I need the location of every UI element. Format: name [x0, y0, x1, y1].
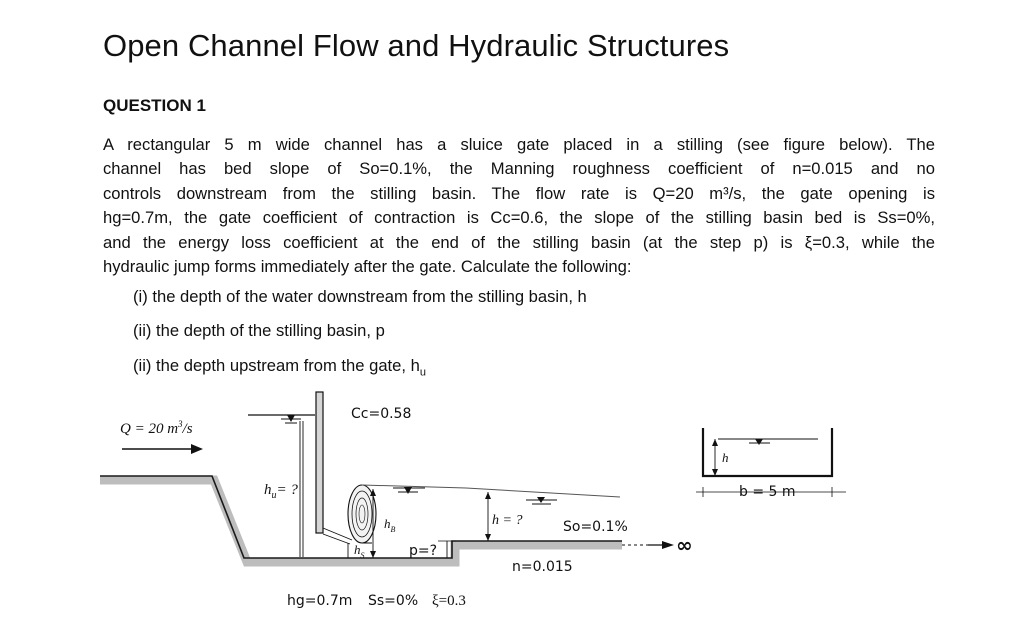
statement-line: controls downstream from the stilling basin. The flow rate is Q=20 m³/s, the gate opening is	[103, 183, 935, 203]
item-text: (ii) the depth upstream from the gate, h	[133, 356, 420, 375]
flow-rate-text: Q = 20 m	[120, 421, 179, 437]
hu-sub: u	[271, 490, 277, 501]
hs-sub: S	[360, 551, 365, 560]
slope-label: So=0.1%	[563, 519, 628, 535]
item-subscript: u	[419, 366, 426, 379]
section-width-label: b = 5 m	[739, 484, 796, 500]
arrow-to-infinity-icon	[662, 541, 674, 549]
section-depth-label: h	[722, 450, 729, 465]
hb-label	[384, 516, 396, 534]
hu-text: h	[264, 482, 272, 498]
hu-label	[264, 482, 298, 501]
flow-rate-label	[120, 419, 193, 437]
hu-eq: = ?	[276, 482, 298, 498]
statement-line: and the energy loss coefficient at the end of the stilling basin (at the step p) is ξ=0.3, while the	[103, 232, 935, 252]
statement-line: hydraulic jump forms immediately after the gate. Calculate the following:	[103, 257, 632, 277]
loss-coefficient-label: ξ=0.3	[432, 593, 466, 609]
sluice-gate	[316, 392, 323, 533]
statement-line: hg=0.7m, the gate coefficient of contraction is Cc=0.6, the slope of the stilling basin bed is Ss=0%,	[103, 208, 935, 228]
infinity-label: ∞	[676, 533, 693, 557]
basin-slope-label: Ss=0%	[368, 593, 419, 609]
question-item-ii-a: (ii) the depth of the stilling basin, p	[133, 321, 385, 340]
question-item-i: (i) the depth of the water downstream from the stilling basin, h	[133, 287, 587, 306]
statement-line: channel has bed slope of So=0.1%, the Manning roughness coefficient of n=0.015 and no	[103, 159, 935, 179]
manning-label: n=0.015	[512, 559, 573, 575]
hb-sub: B	[390, 525, 396, 534]
statement-line: A rectangular 5 m wide channel has a sluice gate placed in a stilling (see figure below). The	[103, 135, 935, 154]
hs-text: h	[354, 542, 361, 557]
gate-opening-label: hg=0.7m	[287, 593, 353, 609]
question-heading: QUESTION 1	[103, 96, 206, 115]
cc-label: Cc=0.58	[351, 406, 412, 422]
water-level-icon	[755, 439, 763, 445]
document-title: Open Channel Flow and Hydraulic Structures	[103, 28, 730, 63]
flow-rate-unit: /s	[182, 421, 193, 437]
h-downstream-label: h = ?	[492, 513, 523, 528]
water-level-icon	[404, 487, 412, 494]
hb-text: h	[384, 516, 391, 531]
flow-arrow-icon	[191, 444, 203, 454]
p-label: p=?	[409, 543, 438, 559]
flow-rate-sup: 3	[178, 419, 183, 429]
